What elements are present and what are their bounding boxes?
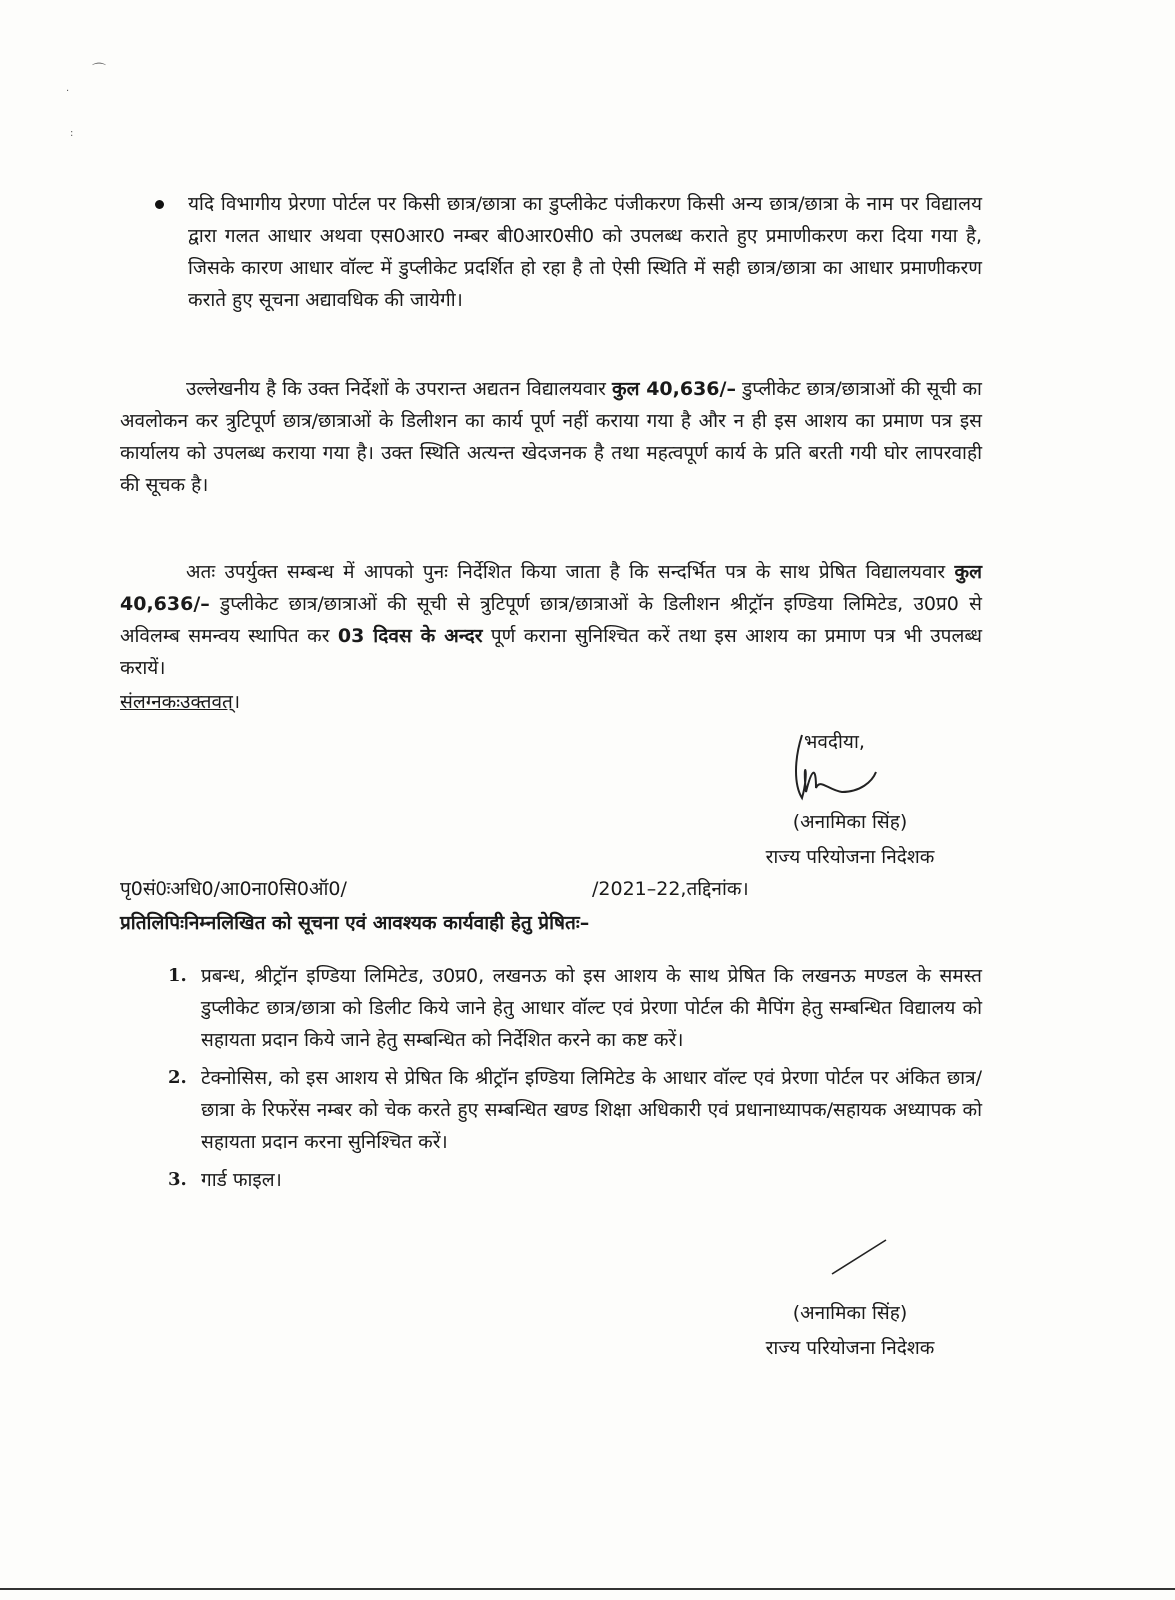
signature-stroke	[830, 1238, 890, 1278]
copy-list	[168, 960, 982, 1202]
list-item-text: टेक्नोसिस, को इस आशय से प्रेषित कि श्रीट्रॉन इण्डिया लिमिटेड के आधार वॉल्ट एवं प्रेरणा पोर्टल पर अंकित छात्र/छात्रा के रिफरेंस नम्बर को चेक करते हुए सम्बन्धित खण्ड शिक्षा अधिकारी एवं प्रधानाध्यापक/सहायक अध्यापक को सहायता प्रदान करना सुनिश्चित करें।	[201, 1067, 982, 1153]
list-item	[168, 1164, 982, 1196]
list-item-text: गार्ड फाइल।	[201, 1169, 282, 1191]
signatory-designation: राज्य परियोजना निदेशक	[765, 1337, 935, 1359]
paragraph-text: अतः उपर्युक्त सम्बन्ध में आपको पुनः निर्देशित किया जाता है कि सन्दर्भित पत्र के साथ प्रेषित विद्यालयवार	[186, 561, 955, 583]
scan-artifact: ⌒	[92, 63, 106, 79]
paragraph-observation	[120, 373, 982, 501]
copy-heading: प्रतिलिपिःनिम्नलिखित को सूचना एवं आवश्यक कार्यवाही हेतु प्रेषितः–	[120, 912, 590, 934]
signatory-designation: राज्य परियोजना निदेशक	[765, 846, 935, 868]
bullet-icon	[155, 200, 164, 209]
bullet-item	[155, 188, 982, 316]
reference-number: पृ0सं0ःअधि0/आ0ना0सि0ऑ0/	[120, 878, 347, 900]
enclosure-suffix: ।	[232, 691, 241, 713]
list-item	[168, 960, 982, 1056]
enclosure-label: संलग्नकःउक्तवत्	[120, 691, 233, 713]
paragraph-text: उल्लेखनीय है कि उक्त निर्देशों के उपरान्त अद्यतन विद्यालयवार	[186, 378, 613, 400]
paragraph-text: डुप्लीकेट छात्र/छात्राओं की सूची का अवलोकन कर त्रुटिपूर्ण छात्र/छात्राओं के डिलीशन का कार्य पूर्ण नहीं कराया गया है और न ही इस आशय का प्रमाण पत्र इस कार्यालय को उपलब्ध कराया गया है। उक्त स्थिति अत्यन्त खेदजनक है तथा महत्वपूर्ण कार्य के प्रति बरती गयी घोर लापरवाही की सूचक है।	[120, 378, 982, 496]
scan-artifact: ·	[66, 86, 70, 97]
paragraph-bold-deadline: 03 दिवस के अन्दर	[337, 625, 483, 647]
list-item-number: 1.	[168, 965, 187, 986]
signatory-name: (अनामिका सिंह)	[792, 811, 908, 833]
list-item	[168, 1062, 982, 1158]
paragraph-directive	[120, 556, 982, 684]
reference-date: /2021–22,तद्दिनांक।	[592, 878, 749, 900]
paragraph-text: डुप्लीकेट छात्र/छात्राओं की सूची से त्रुटिपूर्ण छात्र/छात्राओं के डिलीशन श्रीट्रॉन इण्डिया लिमिटेड, उ0प्र0 से अविलम्ब समन्वय स्थापित कर	[120, 593, 982, 647]
scan-artifact: :	[70, 128, 74, 139]
paragraph-bold-count: कुल 40,636/–	[120, 561, 982, 615]
list-item-number: 3.	[168, 1169, 187, 1190]
paragraph-bold-count: कुल 40,636/–	[612, 378, 736, 400]
enclosure-line	[120, 686, 982, 718]
list-item-text: प्रबन्ध, श्रीट्रॉन इण्डिया लिमिटेड, उ0प्र0, लखनऊ को इस आशय के साथ प्रेषित कि लखनऊ मण्डल के समस्त डुप्लीकेट छात्र/छात्रा को डिलीट किये जाने हेतु आधार वॉल्ट एवं प्रेरणा पोर्टल की मैपिंग हेतु सम्बन्धित विद्यालय को सहायता प्रदान किये जाने हेतु सम्बन्धित को निर्देशित करने का कष्ट करें।	[201, 965, 982, 1051]
bullet-paragraph: यदि विभागीय प्रेरणा पोर्टल पर किसी छात्र/छात्रा का डुप्लीकेट पंजीकरण किसी अन्य छात्र/छात्रा के नाम पर विद्यालय द्वारा गलत आधार अथवा एस0आर0 नम्बर बी0आर0सी0 को उपलब्ध कराते हुए प्रमाणीकरण करा दिया गया है, जिसके कारण आधार वॉल्ट में डुप्लीकेट प्रदर्शित हो रहा है तो ऐसी स्थिति में सही छात्र/छात्रा का आधार प्रमाणीकरण कराते हुए सूचना अद्यावधिक की जायेगी।	[188, 193, 982, 311]
paragraph-text: पूर्ण कराना सुनिश्चित करें तथा इस आशय का प्रमाण पत्र भी उपलब्ध करायें।	[120, 625, 982, 679]
list-item-number: 2.	[168, 1067, 187, 1088]
signature-scribble	[780, 730, 900, 810]
signatory-name: (अनामिका सिंह)	[792, 1302, 908, 1324]
salutation: भवदीया,	[804, 731, 865, 753]
page-edge-divider	[0, 1588, 1175, 1590]
